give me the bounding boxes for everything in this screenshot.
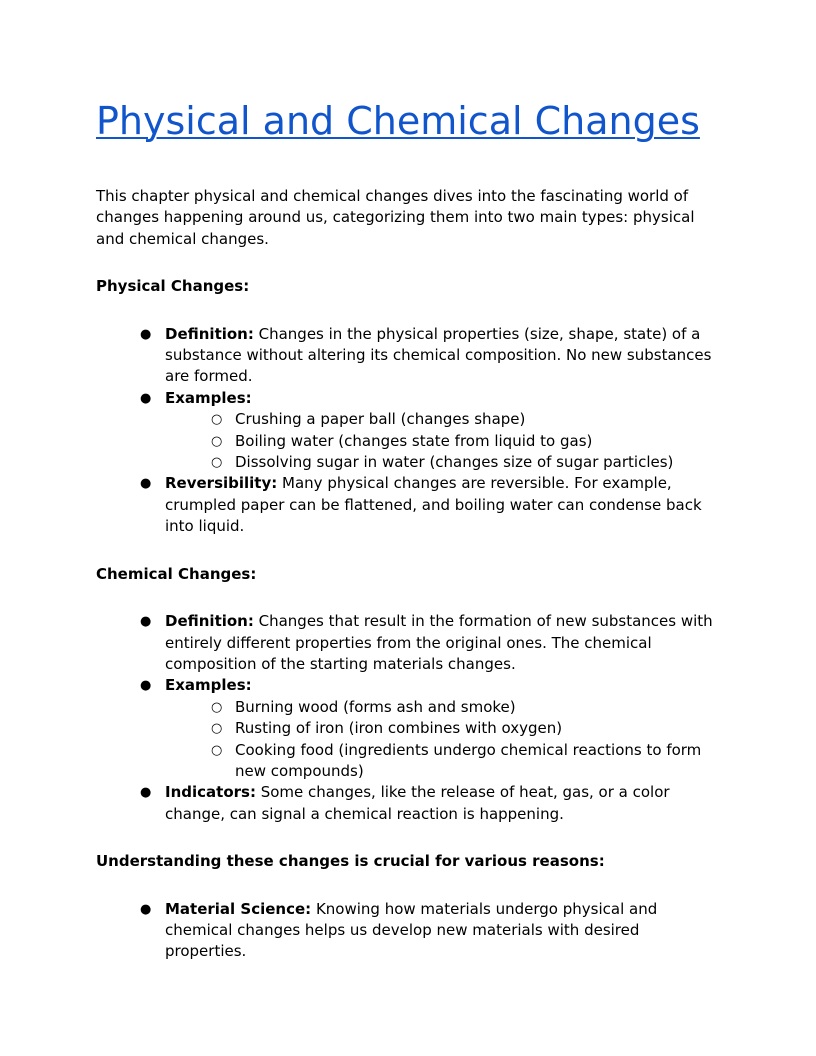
chemical-changes-list (96, 611, 724, 825)
definition-label: Definition: (165, 612, 254, 631)
definition-text: Changes in the physical properties (size, shape, state) of a substance without altering its chemical composition. No new substances are formed. (165, 324, 712, 386)
chemical-examples-list (165, 697, 724, 783)
definition-label: Definition: (165, 324, 254, 343)
list-item: ○ Crushing a paper ball (changes shape) (165, 409, 724, 430)
examples-label: Examples: (165, 676, 252, 695)
reversibility-text: Many physical changes are reversible. For example, crumpled paper can be flattened, and boiling water can condense back into liquid. (165, 474, 702, 536)
material-science-label: Material Science: (165, 899, 312, 918)
list-item (96, 675, 724, 782)
list-item: ○ Dissolving sugar in water (changes size of sugar particles) (165, 452, 724, 473)
definition-text: Changes that result in the formation of new substances with entirely different properties from the original ones. The chemical composition of the starting materials changes. (165, 612, 713, 673)
physical-changes-heading: Physical Changes: (96, 277, 250, 296)
material-science-text: Knowing how materials undergo physical and chemical changes helps us develop new materials with desired properties. (165, 899, 658, 961)
examples-label: Examples: (165, 388, 252, 407)
physical-examples-list (165, 409, 724, 473)
reversibility-label: Reversibility: (165, 474, 278, 493)
list-item: ○ Boiling water (changes state from liquid to gas) (165, 431, 724, 452)
reasons-list (96, 899, 724, 963)
title-link[interactable]: Physical and Chemical Changes (96, 99, 700, 143)
list-item: ○ Burning wood (forms ash and smoke) (165, 697, 724, 718)
list-item (96, 388, 724, 474)
reasons-heading: Understanding these changes is crucial for various reasons: (96, 852, 605, 871)
indicators-text: Some changes, like the release of heat, gas, or a color change, can signal a chemical reaction is happening. (165, 783, 670, 823)
document-page (96, 94, 724, 963)
list-item: ○ Cooking food (ingredients undergo chemical reactions to form new compounds) (165, 740, 724, 783)
list-item: ○ Rusting of iron (iron combines with oxygen) (165, 718, 724, 739)
physical-changes-list (96, 324, 724, 538)
list-item (96, 611, 724, 675)
indicators-label: Indicators: (165, 783, 256, 802)
document-title (96, 94, 724, 156)
list-item (96, 899, 724, 963)
intro-paragraph: This chapter physical and chemical changes dives into the fascinating world of changes happening around us, categorizing them into two main types: physical and chemical changes. (96, 187, 695, 248)
list-item (96, 324, 724, 388)
chemical-changes-heading: Chemical Changes: (96, 564, 257, 583)
list-item (96, 782, 724, 825)
list-item (96, 473, 724, 537)
